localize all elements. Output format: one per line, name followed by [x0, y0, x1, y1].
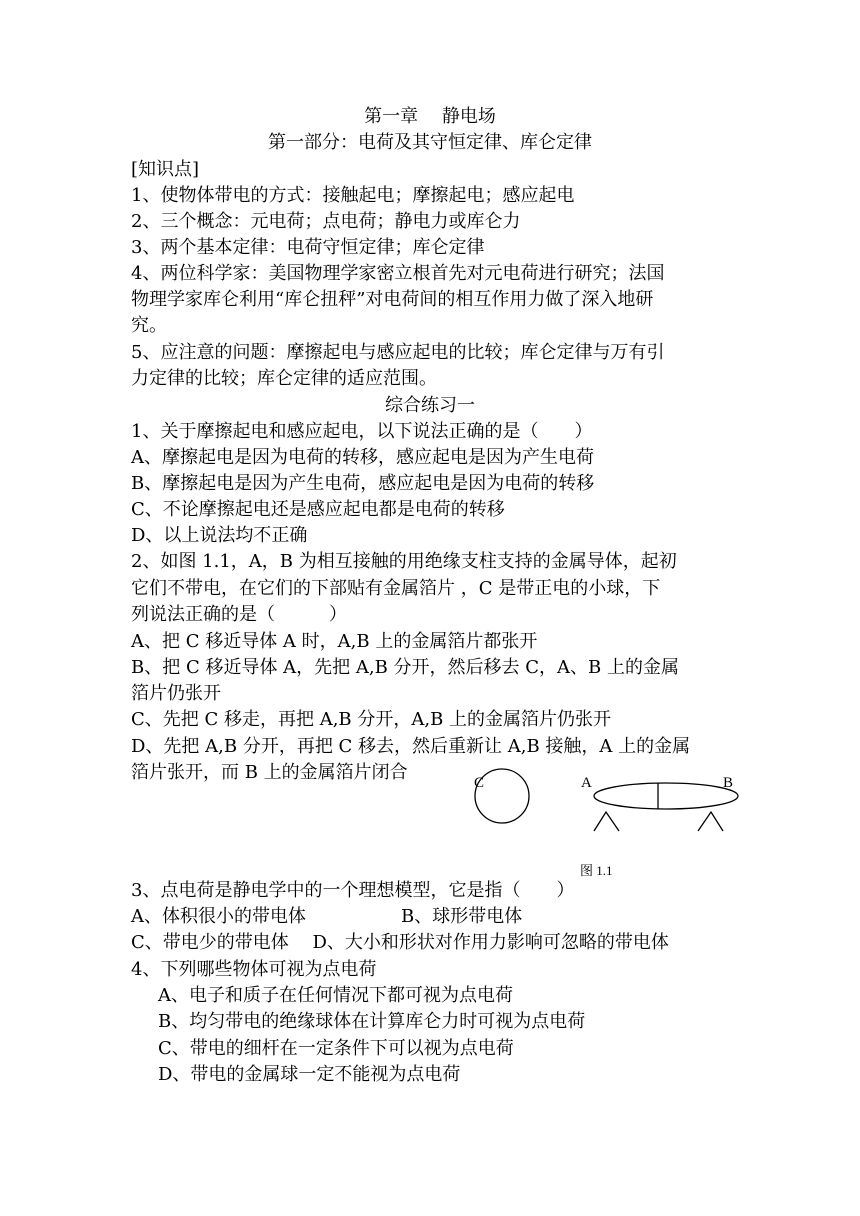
- knowledge-point: 1、使物体带电的方式：接触起电；摩擦起电；感应起电: [131, 185, 575, 206]
- figure-label-b: B: [723, 775, 734, 791]
- question-4-option: D、带电的金属球一定不能视为点电荷: [158, 1064, 461, 1085]
- chapter-title: 第一章 静电场: [364, 106, 496, 127]
- question-1-option: A、摩擦起电是因为电荷的转移，感应起电是因为产生电荷: [131, 447, 594, 468]
- insulating-stand-a: [594, 812, 619, 831]
- question-2-option: A、把 C 移近导体 A 时，A,B 上的金属箔片都张开: [131, 631, 538, 652]
- question-2-option: D、先把 A,B 分开，再把 C 移去，然后重新让 A,B 接触，A 上的金属: [131, 736, 691, 757]
- figure-label-a: A: [581, 775, 592, 791]
- insulating-stand-b: [698, 812, 723, 831]
- question-4-stem: 4、下列哪些物体可视为点电荷: [131, 959, 377, 980]
- knowledge-point: 4、两位科学家：美国物理学家密立根首先对元电荷进行研究；法国: [131, 263, 665, 284]
- question-4-option: B、均匀带电的绝缘球体在计算库仑力时可视为点电荷: [158, 1011, 586, 1032]
- question-1-option: D、以上说法均不正确: [131, 525, 308, 546]
- knowledge-point: 究。: [131, 315, 167, 336]
- question-2-option: C、先把 C 移走，再把 A,B 分开，A,B 上的金属箔片仍张开: [131, 709, 612, 730]
- knowledge-point: 5、应注意的问题：摩擦起电与感应起电的比较；库仑定律与万有引: [131, 342, 665, 363]
- question-3-option-a: A、体积很小的带电体: [131, 906, 306, 927]
- question-3-option-b: B、球形带电体: [401, 906, 523, 927]
- knowledge-point: 力定律的比较；库仑定律的适应范围。: [131, 368, 437, 389]
- question-2-option: 箔片仍张开: [131, 683, 221, 704]
- question-4-option: A、电子和质子在任何情况下都可视为点电荷: [158, 985, 513, 1006]
- question-2-stem: 它们不带电，在它们的下部贴有金属箔片 ，C 是带正电的小球，下: [131, 578, 661, 599]
- question-2-option: B、把 C 移近导体 A，先把 A,B 分开，然后移去 C，A、B 上的金属: [131, 657, 679, 678]
- section-title: 第一部分：电荷及其守恒定律、库仑定律: [268, 132, 592, 153]
- figure-label-c: C: [474, 775, 485, 791]
- question-1-stem: 1、关于摩擦起电和感应起电，以下说法正确的是（ ）: [131, 421, 593, 442]
- question-2-option: 箔片张开，而 B 上的金属箔片闭合: [131, 762, 408, 783]
- question-3-stem: 3、点电荷是静电学中的一个理想模型，它是指（ ）: [131, 880, 575, 901]
- knowledge-point: 物理学家库仑利用“库仑扭秤”对电荷间的相互作用力做了深入地研: [131, 289, 654, 310]
- question-2-stem: 列说法正确的是（ ）: [131, 604, 347, 625]
- exercise-heading: 综合练习一: [385, 395, 475, 416]
- knowledge-point: 2、三个概念：元电荷；点电荷；静电力或库仑力: [131, 211, 521, 232]
- figure-caption: 图 1.1: [580, 863, 613, 878]
- question-1-option: B、摩擦起电是因为产生电荷，感应起电是因为电荷的转移: [131, 473, 595, 494]
- knowledge-point: 3、两个基本定律：电荷守恒定律；库仑定律: [131, 237, 485, 258]
- question-1-option: C、不论摩擦起电还是感应起电都是电荷的转移: [131, 499, 505, 520]
- question-2-stem: 2、如图 1.1，A，B 为相互接触的用绝缘支柱支持的金属导体，起初: [131, 551, 677, 572]
- conductor-ab: [594, 783, 738, 809]
- question-4-option: C、带电的细杆在一定条件下可以视为点电荷: [158, 1038, 514, 1059]
- knowledge-heading: [知识点]: [131, 159, 200, 180]
- question-3-options-cd: C、带电少的带电体 D、大小和形状对作用力影响可忽略的带电体: [131, 932, 669, 953]
